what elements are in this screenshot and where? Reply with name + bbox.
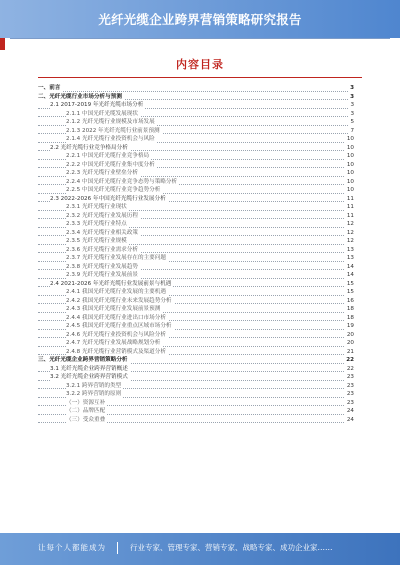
toc-entry-label: 2.2.5 中国光纤光缆行业竞争趋势分析 xyxy=(66,187,161,193)
toc-entry-label: 2.4.6 光纤光缆行业投资机会与风险分析 xyxy=(66,331,166,338)
toc-entry-page: 22 xyxy=(346,365,354,372)
toc-entry-label: 2.3.6 光纤光缆行业需求分析 xyxy=(66,246,138,253)
toc-entry-label: （二）品牌匹配 xyxy=(66,408,106,414)
toc-leader-dots xyxy=(38,84,348,92)
toc-entry-label: 2.1.2 光纤光缆行业规模及市场发展 xyxy=(66,119,155,125)
toc-entry[interactable] xyxy=(38,280,354,289)
toc-entry-page: 18 xyxy=(346,306,354,312)
footer-banner xyxy=(0,533,400,565)
toc-entry[interactable] xyxy=(38,101,354,110)
toc-entry-page: 19 xyxy=(346,323,354,329)
toc-entry-page: 22 xyxy=(346,357,354,363)
toc-entry-page: 5 xyxy=(350,119,354,125)
footer-separator xyxy=(117,542,118,554)
toc-entry-label: 2.4.2 我国光纤光缆行业未来发展趋势分析 xyxy=(66,297,172,304)
toc-entry-label: 2.2.3 光纤光缆行业壁垒分析 xyxy=(66,170,138,176)
toc-entry-page: 10 xyxy=(346,136,354,142)
toc-entry-page: 24 xyxy=(346,408,354,414)
toc-entry-label: 2.4 2021-2026 年光纤光缆行业发展前景与机遇 xyxy=(50,280,172,287)
toc-entry[interactable] xyxy=(38,373,354,382)
footer-slogan: 让每个人都能成为 xyxy=(38,543,106,552)
toc-entry[interactable] xyxy=(38,220,354,229)
toc-entry[interactable] xyxy=(38,127,354,136)
toc-entry[interactable] xyxy=(38,314,354,323)
toc-entry-label: 2.1 2017-2019 年光纤光缆市场分析 xyxy=(50,102,144,108)
toc-entry-page: 18 xyxy=(346,314,354,321)
toc-entry[interactable] xyxy=(38,322,354,331)
toc-entry-label: 2.3.1 光纤光缆行业现状 xyxy=(66,204,127,210)
toc-entry[interactable] xyxy=(38,152,354,161)
toc-entry-page: 23 xyxy=(346,399,354,406)
toc-entry[interactable] xyxy=(38,178,354,187)
toc-entry-label: 3.2 光纤光缆企业跨界营销模式 xyxy=(50,374,128,380)
toc-heading-underline xyxy=(38,77,362,78)
toc-entry[interactable] xyxy=(38,195,354,204)
toc-entry-label: 2.2 光纤光缆行业竞争格局分析 xyxy=(50,144,128,151)
toc-entry[interactable] xyxy=(38,297,354,306)
toc-entry-label: 2.3.2 光纤光缆行业发展历程 xyxy=(66,212,138,219)
toc-entry-label: 2.3.9 光纤光缆行业发展前景 xyxy=(66,272,138,278)
toc-entry-label: 2.4.1 我国光纤光缆行业发展的主要机遇 xyxy=(66,289,166,295)
toc-entry-label: 2.3 2022-2026 年中国光纤光缆行业发展分析 xyxy=(50,195,166,202)
toc-entry-label: 2.1.4 光纤光缆行业投资机会与风险 xyxy=(66,136,155,142)
toc-entry-page: 15 xyxy=(346,280,354,287)
toc-entry[interactable] xyxy=(38,331,354,340)
toc-entry-page: 15 xyxy=(346,289,354,295)
toc-entry-label: 2.3.3 光纤光缆行业特点 xyxy=(66,221,127,227)
toc-entry-label: 2.2.4 中国光纤光缆行业竞争态势与策略分析 xyxy=(66,178,178,185)
toc-entry[interactable] xyxy=(38,348,354,357)
toc-entry-page: 10 xyxy=(346,187,354,193)
toc-entry-page: 12 xyxy=(346,238,354,244)
toc-entry-page: 11 xyxy=(346,204,354,210)
toc-entry[interactable] xyxy=(38,93,354,102)
toc-entry-page: 3 xyxy=(350,110,354,117)
toc-entry[interactable] xyxy=(38,144,354,153)
toc-entry-label: 2.4.3 我国光纤光缆行业发展前景预测 xyxy=(66,306,161,312)
toc-entry-label: 3.2.1 跨界营销的类型 xyxy=(66,382,122,389)
toc-entry-label: 二、光纤光缆行业市场分析与预测 xyxy=(38,93,122,100)
toc-entry[interactable] xyxy=(38,161,354,170)
toc-entry[interactable] xyxy=(38,407,354,416)
toc-entry[interactable] xyxy=(38,84,354,93)
toc-entry-page: 13 xyxy=(346,255,354,261)
toc-entry[interactable] xyxy=(38,110,354,119)
toc-entry-label: 3.1 光纤光缆企业跨界营销概述 xyxy=(50,365,128,372)
toc-entry-page: 23 xyxy=(346,382,354,389)
toc-entry-label: 2.4.4 我国光纤光缆行业进出口市场分析 xyxy=(66,314,166,321)
toc-entry[interactable] xyxy=(38,271,354,280)
toc-entry-page: 10 xyxy=(346,170,354,176)
toc-entry-page: 23 xyxy=(346,374,354,380)
table-of-contents xyxy=(38,84,354,424)
toc-entry-page: 24 xyxy=(346,416,354,423)
toc-entry-page: 14 xyxy=(346,272,354,278)
toc-entry[interactable] xyxy=(38,212,354,221)
toc-entry-page: 23 xyxy=(346,391,354,397)
toc-entry-page: 3 xyxy=(350,93,354,100)
toc-entry-page: 11 xyxy=(346,195,354,202)
toc-entry-label: 2.2.2 中国光纤光缆行业集中度分析 xyxy=(66,161,155,168)
toc-entry-page: 3 xyxy=(350,85,354,91)
toc-entry-page: 21 xyxy=(346,348,354,355)
toc-entry-label: 2.3.8 光纤光缆行业发展趋势 xyxy=(66,263,138,270)
toc-entry-label: （三）受众重叠 xyxy=(66,416,106,423)
toc-entry[interactable] xyxy=(38,229,354,238)
toc-entry-label: 三、光纤光缆企业跨界营销策略分析 xyxy=(38,357,128,363)
toc-entry-label: 2.1.1 中国光纤光缆发展现状 xyxy=(66,110,138,117)
toc-entry[interactable] xyxy=(38,365,354,374)
toc-entry-label: （一）资源互补 xyxy=(66,399,106,406)
toc-entry-page: 10 xyxy=(346,161,354,168)
toc-entry-label: 2.3.5 光纤光缆行业规模 xyxy=(66,238,127,244)
toc-entry[interactable] xyxy=(38,203,354,212)
report-title: 光纤光缆企业跨界营销策略研究报告 xyxy=(98,12,302,27)
toc-entry[interactable] xyxy=(38,288,354,297)
toc-entry-label: 3.2.2 跨界营销的原则 xyxy=(66,391,122,397)
toc-entry-label: 一、前言 xyxy=(38,85,61,91)
toc-entry[interactable] xyxy=(38,237,354,246)
toc-entry-page: 11 xyxy=(346,212,354,219)
toc-entry[interactable] xyxy=(38,339,354,348)
toc-entry-page: 16 xyxy=(346,297,354,304)
toc-entry[interactable] xyxy=(38,416,354,425)
toc-entry[interactable] xyxy=(38,186,354,195)
header-divider xyxy=(10,38,390,39)
footer-roles: 行业专家、管理专家、营销专家、战略专家、成功企业家…… xyxy=(130,543,333,552)
toc-entry[interactable] xyxy=(38,169,354,178)
toc-entry-page: 10 xyxy=(346,153,354,159)
toc-entry-page: 20 xyxy=(346,340,354,346)
toc-entry-page: 7 xyxy=(350,127,354,134)
toc-entry-page: 10 xyxy=(346,178,354,185)
toc-entry-page: 12 xyxy=(346,229,354,236)
toc-entry-page: 12 xyxy=(346,221,354,227)
toc-entry[interactable] xyxy=(38,399,354,408)
toc-heading: 内容目录 xyxy=(176,58,224,71)
toc-entry-label: 2.4.7 光纤光缆行业发展战略规划分析 xyxy=(66,340,161,346)
report-header xyxy=(0,0,400,38)
toc-entry[interactable] xyxy=(38,118,354,127)
toc-entry-page: 14 xyxy=(346,263,354,270)
toc-entry[interactable] xyxy=(38,246,354,255)
toc-entry-label: 2.3.4 光纤光缆行业相关政策 xyxy=(66,229,138,236)
toc-entry[interactable] xyxy=(38,135,354,144)
toc-entry-page: 20 xyxy=(346,331,354,338)
toc-entry-page: 10 xyxy=(346,144,354,151)
toc-entry-label: 2.1.3 2022 年光纤光缆行业前景预测 xyxy=(66,127,160,134)
toc-entry-label: 2.3.7 光纤光缆行业发展存在的主要问题 xyxy=(66,255,166,261)
toc-entry[interactable] xyxy=(38,390,354,399)
toc-entry[interactable] xyxy=(38,356,354,365)
toc-entry[interactable] xyxy=(38,305,354,314)
toc-entry-label: 2.2.1 中国光纤光缆行业竞争格局 xyxy=(66,153,150,159)
toc-entry-page: 13 xyxy=(346,246,354,253)
toc-entry[interactable] xyxy=(38,254,354,263)
accent-mark xyxy=(0,38,5,50)
toc-entry-label: 2.4.8 光纤光缆行业营销模式及渠道分析 xyxy=(66,348,166,355)
toc-entry[interactable] xyxy=(38,263,354,272)
toc-entry-page: 3 xyxy=(350,102,354,108)
toc-entry[interactable] xyxy=(38,382,354,391)
toc-entry-label: 2.4.5 我国光纤光缆行业重点区域市场分析 xyxy=(66,323,172,329)
